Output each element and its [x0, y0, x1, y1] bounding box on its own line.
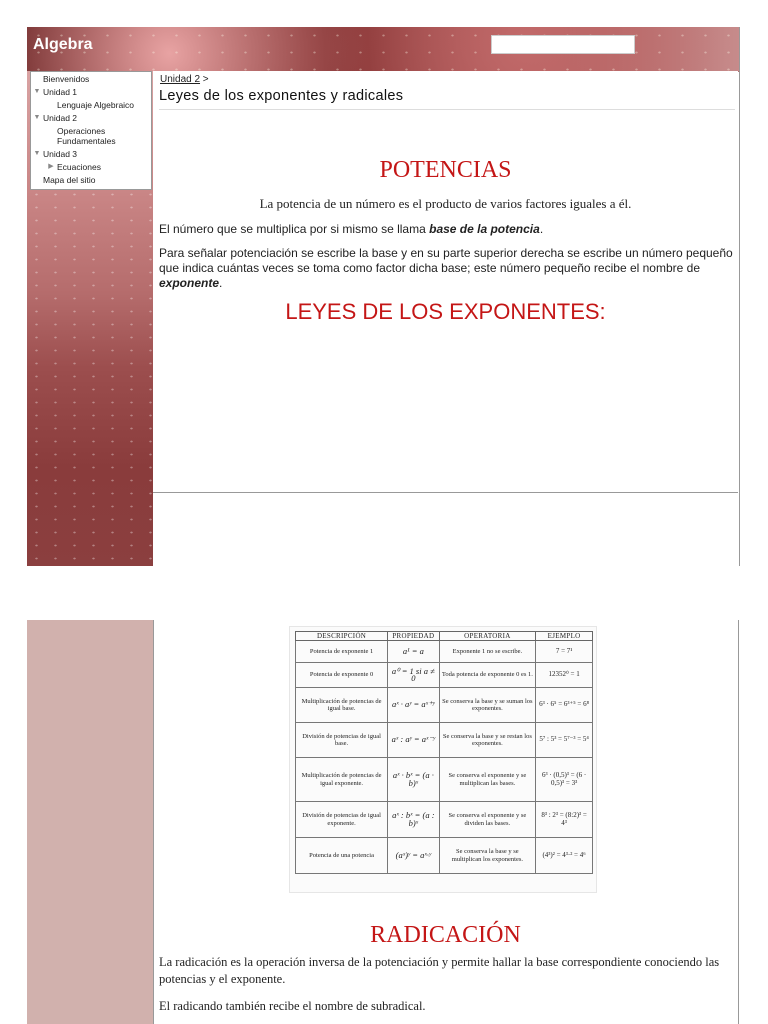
- text: El número que se multiplica por si mismo se llama: [159, 222, 430, 236]
- breadcrumb-separator: >: [200, 74, 209, 85]
- column-header: OPERATORIA: [439, 632, 536, 641]
- emphasis-text: exponente: [159, 276, 220, 290]
- content-divider: [153, 492, 738, 493]
- operation-cell: Se conserva la base y se suman los exponentes.: [439, 688, 536, 723]
- site-navigation: [30, 71, 152, 190]
- page-2: [27, 620, 739, 1024]
- table-row: [296, 838, 593, 874]
- exponent-paragraph: [159, 246, 735, 291]
- operation-cell: Se conserva la base y se restan los exponentes.: [439, 723, 536, 758]
- property-cell: aˣ · bˣ = (a · b)ˣ: [388, 758, 439, 802]
- nav-item-label[interactable]: Ecuaciones: [57, 162, 101, 172]
- operation-cell: Se conserva el exponente y se multiplican las bases.: [439, 758, 536, 802]
- table-row: [296, 758, 593, 802]
- example-cell: 7 = 7¹: [536, 641, 593, 663]
- nav-item-lenguaje-algebraico[interactable]: [31, 99, 151, 112]
- page-title: Leyes de los exponentes y radicales: [159, 88, 404, 104]
- property-cell: aˣ : bˣ = (a : b)ˣ: [388, 802, 439, 838]
- table-row: [296, 641, 593, 663]
- operation-cell: Se conserva la base y se multiplican los exponentes.: [439, 838, 536, 874]
- description-cell: Multiplicación de potencias de igual base.: [296, 688, 388, 723]
- nav-item-operaciones-fundamentales[interactable]: [31, 125, 151, 148]
- column-header: DESCRIPCIÓN: [296, 632, 388, 641]
- property-cell: a¹ = a: [388, 641, 439, 663]
- table-row: [296, 663, 593, 688]
- nav-item-label[interactable]: Operaciones Fundamentales: [57, 126, 116, 146]
- nav-item-label[interactable]: Mapa del sitio: [43, 175, 96, 185]
- search-input[interactable]: [491, 35, 635, 54]
- emphasis-text: base de la potencia: [429, 222, 540, 236]
- site-title[interactable]: Algebra: [33, 36, 93, 53]
- nav-item-label[interactable]: Bienvenidos: [43, 74, 90, 84]
- content-border: [738, 620, 739, 1024]
- leyes-heading: LEYES DE LOS EXPONENTES:: [285, 299, 606, 324]
- title-divider: [159, 109, 735, 110]
- collapse-arrow-icon[interactable]: ▼: [33, 114, 41, 121]
- text: .: [539, 222, 544, 236]
- table-header-row: [296, 632, 593, 641]
- table-row: [296, 723, 593, 758]
- example-cell: 12352⁰ = 1: [536, 663, 593, 688]
- property-cell: aˣ : aʸ = aˣ⁻ʸ: [388, 723, 439, 758]
- nav-item-unidad-3[interactable]: [31, 148, 151, 161]
- exponent-laws-image: [289, 626, 597, 893]
- nav-item-label[interactable]: Unidad 2: [43, 113, 78, 123]
- example-cell: 8³ : 2³ = (8:2)³ = 4³: [536, 802, 593, 838]
- description-cell: Potencia de una potencia: [296, 838, 388, 874]
- collapse-arrow-icon[interactable]: ▼: [33, 88, 41, 95]
- sidebar: [27, 71, 153, 566]
- page-1: [27, 27, 740, 566]
- column-header: EJEMPLO: [536, 632, 593, 641]
- nav-item-unidad-1[interactable]: [31, 86, 151, 99]
- radicacion-paragraph: La radicación es la operación inversa de la potenciación y permite hallar la base correspondiente conociendo las potencias y el exponente.: [159, 955, 720, 986]
- site-banner: [27, 27, 739, 72]
- potencias-heading: POTENCIAS: [379, 157, 512, 183]
- expand-arrow-icon[interactable]: ▶: [48, 163, 54, 170]
- description-cell: Potencia de exponente 1: [296, 641, 388, 663]
- subradical-paragraph: El radicando también recibe el nombre de subradical.: [159, 999, 426, 1013]
- breadcrumb-link[interactable]: Unidad 2: [160, 74, 201, 85]
- collapse-arrow-icon[interactable]: ▼: [33, 150, 41, 157]
- nav-item-ecuaciones[interactable]: [31, 161, 151, 174]
- table-row: [296, 688, 593, 723]
- nav-item-label[interactable]: Unidad 3: [43, 149, 78, 159]
- exponent-laws-table: [295, 631, 593, 874]
- breadcrumb: [160, 74, 209, 85]
- nav-item-mapa-del-sitio[interactable]: [31, 174, 151, 187]
- base-paragraph: [159, 222, 543, 237]
- sidebar: [27, 620, 153, 1024]
- operation-cell: Exponente 1 no se escribe.: [439, 641, 536, 663]
- example-cell: 6³ · 6⁵ = 6³⁺⁵ = 6⁸: [536, 688, 593, 723]
- nav-item-label[interactable]: Unidad 1: [43, 87, 78, 97]
- column-header: PROPIEDAD: [388, 632, 439, 641]
- description-cell: División de potencias de igual base.: [296, 723, 388, 758]
- operation-cell: Se conserva el exponente y se dividen las bases.: [439, 802, 536, 838]
- property-cell: a⁰ = 1 si a ≠ 0: [388, 663, 439, 688]
- text: Para señalar potenciación se escribe la base y en su parte superior derecha se escribe un número pequeño que indica cuántas veces se toma como factor dicha base; este número pequeño recibe el nombre de: [159, 246, 733, 275]
- main-content: [153, 71, 738, 566]
- property-cell: (aˣ)ʸ = aˣ·ʸ: [388, 838, 439, 874]
- property-cell: aˣ · aʸ = aˣ⁺ʸ: [388, 688, 439, 723]
- table-row: [296, 802, 593, 838]
- radicacion-heading: RADICACIÓN: [370, 922, 521, 948]
- nav-item-label[interactable]: Lenguaje Algebraico: [57, 100, 135, 110]
- example-cell: 5⁷ : 5³ = 5⁷⁻³ = 5⁴: [536, 723, 593, 758]
- nav-item-bienvenidos[interactable]: [31, 73, 151, 86]
- description-cell: División de potencias de igual exponente.: [296, 802, 388, 838]
- table-body: [296, 641, 593, 874]
- description-cell: Potencia de exponente 0: [296, 663, 388, 688]
- example-cell: (4³)² = 4³·² = 4⁶: [536, 838, 593, 874]
- operation-cell: Toda potencia de exponente 0 es 1.: [439, 663, 536, 688]
- nav-item-unidad-2[interactable]: [31, 112, 151, 125]
- potencias-intro: La potencia de un número es el producto de varios factores iguales a él.: [259, 196, 632, 211]
- content-border: [153, 620, 154, 1024]
- example-cell: 6³ · (0,5)³ = (6 · 0,5)³ = 3³: [536, 758, 593, 802]
- description-cell: Multiplicación de potencias de igual exponente.: [296, 758, 388, 802]
- text: .: [219, 276, 223, 290]
